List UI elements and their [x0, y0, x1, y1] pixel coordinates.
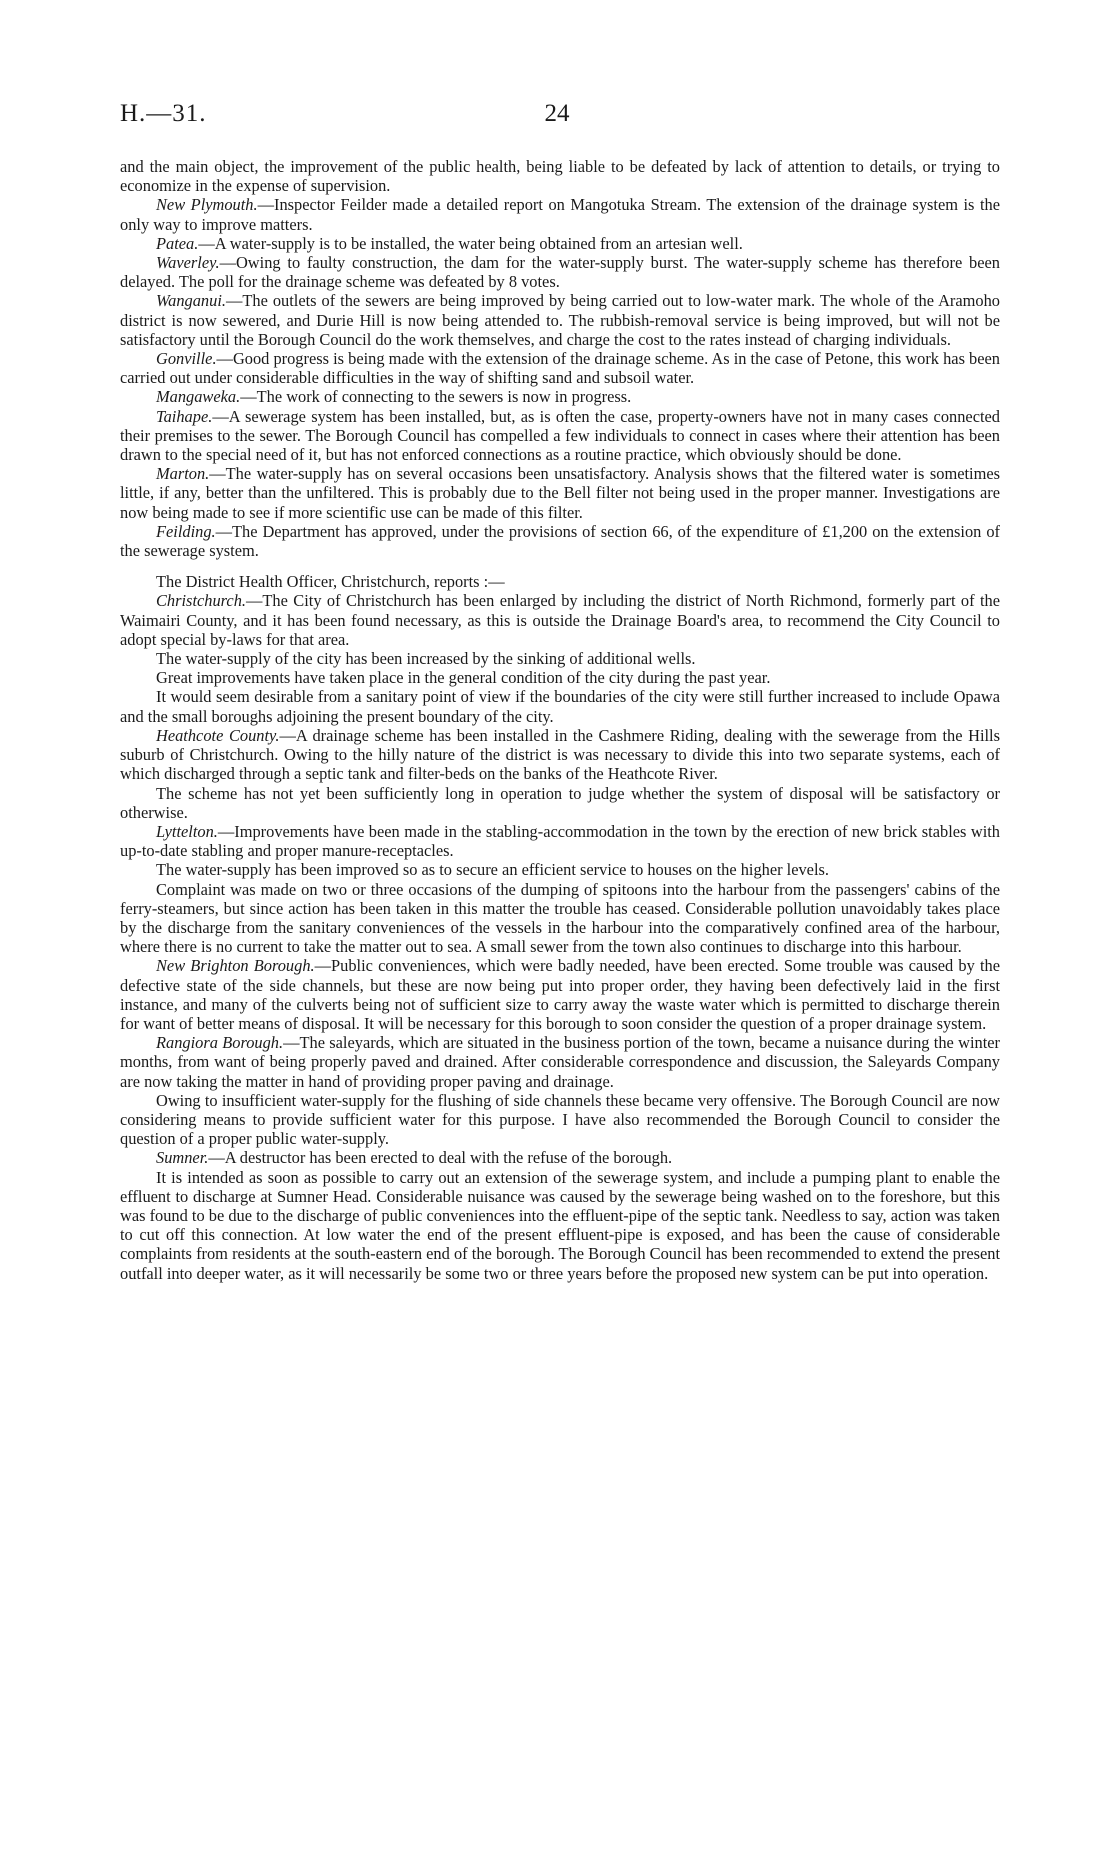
paragraph: [120, 726, 1000, 784]
paragraph: [120, 234, 1000, 253]
paragraph-lead: Feilding.: [156, 521, 216, 541]
paragraph: [120, 572, 1000, 591]
paragraph-text: —Good progress is being made with the extension of the drainage scheme. As in the case of Petone, this work has been carried out under considerable difficulties in the way of shifting sand and subsoil water.: [120, 349, 1000, 388]
paragraph-text: —A sewerage system has been installed, but, as is often the case, property-owners have not in many cases connected their premises to the sewer. The Borough Council has compelled a few individuals to connect in cases where their attention has been drawn to the special need of it, but has not enforced connections as a routine practice, which obviously should be done.: [120, 406, 1000, 465]
paragraph-lead: Marton.: [156, 464, 210, 484]
paragraph-lead: Mangaweka.: [156, 387, 241, 407]
paragraph-lead: Patea.: [156, 233, 199, 253]
paragraph-text: —The outlets of the sewers are being improved by being carried out to low-water mark. The whole of the Aramoho district is now sewered, and Durie Hill is now being attended to. The rubbish-removal service is being improved, but will not be satisfactory until the Borough Council do the work themselves, and charge the cost to the rates instead of charging individuals.: [120, 291, 1000, 349]
paragraph: [120, 464, 1000, 522]
paragraph-text: The District Health Officer, Christchurch, reports :—: [156, 572, 505, 592]
paragraph-text: —A water-supply is to be installed, the water being obtained from an artesian well.: [198, 233, 743, 253]
paragraph-text: It would seem desirable from a sanitary point of view if the boundaries of the city were still further increased to include Opawa and the small boroughs adjoining the present boundary of the city.: [120, 687, 1000, 726]
paragraph-text: —The City of Christchurch has been enlarged by including the district of North Richmond, formerly part of the Waimairi County, and it has been found necessary, as this is outside the Drainage Board's area, to recommend the City Council to adopt special by-laws for that area.: [120, 591, 1000, 649]
paragraph-text: Owing to insufficient water-supply for the flushing of side channels these became very offensive. The Borough Council are now considering means to provide sufficient water for this purpose. I have also recommended the Borough Council to consider the question of a proper public water-supply.: [120, 1090, 1000, 1149]
paragraph-text: —Improvements have been made in the stabling-accommodation in the town by the erection of new brick stables with up-to-date stabling and proper manure-receptacles.: [120, 821, 1000, 861]
paragraph: [120, 822, 1000, 860]
report-body: [120, 157, 1000, 1283]
paragraph: [120, 649, 1000, 668]
paragraph-lead: Christchurch.: [156, 591, 246, 611]
paragraph-text: and the main object, the improvement of the public health, being liable to be defeated by lack of attention to details, or trying to economize in the expense of supervision.: [120, 157, 1000, 196]
paragraph: [120, 253, 1000, 291]
paragraph: [120, 291, 1000, 349]
paragraph-text: The water-supply has been improved so as to secure an efficient service to houses on the higher levels.: [156, 860, 829, 880]
paragraph: [120, 1033, 1000, 1091]
paragraph-text: Complaint was made on two or three occasions of the dumping of spitoons into the harbour from the passengers' cabins of the ferry-steamers, but since action has been taken in this matter the trouble has ceased. Considerable pollution unavoidably takes place by the discharge from the sanitary conveniences of the vessels in the harbour into the comparatively confined area of the harbour, where there is no current to take the matter out to sea. A small sewer from the town also continues to discharge into this harbour.: [120, 879, 1000, 957]
paragraph: [120, 860, 1000, 879]
paragraph: [120, 1168, 1000, 1283]
paragraph: [120, 349, 1000, 387]
paragraph: [120, 1148, 1000, 1167]
paragraph-text: —A destructor has been erected to deal with the refuse of the borough.: [208, 1148, 673, 1168]
paragraph-lead: Lyttelton.: [156, 821, 218, 841]
paragraph-lead: New Plymouth.: [156, 195, 258, 215]
paragraph: [120, 157, 1000, 195]
paragraph-text: —Owing to faulty construction, the dam for the water-supply burst. The water-supply scheme has therefore been delayed. The poll for the drainage scheme was defeated by 8 votes.: [120, 253, 1000, 292]
page-header: [120, 100, 994, 134]
paragraph: [120, 956, 1000, 1033]
paragraph-text: —The water-supply has on several occasions been unsatisfactory. Analysis shows that the filtered water is sometimes little, if any, better than the unfiltered. This is probably due to the Bell filter not being used in the proper manner. Investigations are now being made to see if more scientific use can be made of this filter.: [120, 464, 1000, 522]
paragraph-text: —Public conveniences, which were badly needed, have been erected. Some trouble was caused by the defective state of the side channels, but these are now being put into proper order, they having been defectively laid in the first instance, and many of the culverts being not of sufficient size to carry away the waste water which is permitted to discharge therein for want of better means of disposal. It will be necessary for this borough to soon consider the question of a proper drainage system.: [120, 956, 1000, 1033]
paragraph: [120, 522, 1000, 560]
paragraph: [120, 407, 1000, 465]
document-reference: H.—31.: [120, 100, 207, 127]
paragraph-text: —The saleyards, which are situated in the business portion of the town, became a nuisance during the winter months, from want of being properly paved and drained. After considerable correspondence and discussion, the Saleyards Company are now taking the matter in hand of providing proper paving and drainage.: [120, 1033, 1000, 1091]
paragraph-text: —Inspector Feilder made a detailed report on Mangotuka Stream. The extension of the drainage system is the only way to improve matters.: [120, 195, 1001, 234]
paragraph-lead: Sumner.: [156, 1148, 209, 1168]
paragraph: [120, 591, 1000, 649]
paragraph-text: It is intended as soon as possible to carry out an extension of the sewerage system, and include a pumping plant to enable the effluent to discharge at Sumner Head. Considerable nuisance was caused by the sewerage being washed on to the foreshore, but this was found to be due to the discharge of public conveniences into the effluent-pipe of the septic tank. Needless to say, action was taken to cut off this connection. At low water the end of the present effluent-pipe is exposed, and has been the cause of considerable complaints from residents at the south-eastern end of the borough. The Borough Council has been recommended to extend the present outfall into deeper water, as it will necessarily be some two or three years before the proposed new system can be put into operation.: [120, 1167, 1000, 1283]
paragraph: [120, 1091, 1000, 1149]
paragraph-text: Great improvements have taken place in the general condition of the city during the past year.: [156, 668, 771, 688]
paragraph-lead: Taihape.: [156, 406, 213, 426]
paragraph-lead: Waverley.: [156, 253, 220, 273]
paragraph-text: The water-supply of the city has been increased by the sinking of additional wells.: [156, 649, 696, 669]
paragraph-lead: Wanganui.: [156, 291, 226, 311]
paragraph: [120, 387, 1000, 406]
paragraph-text: —The Department has approved, under the provisions of section 66, of the expenditure of £1,200 on the extension of the sewerage system.: [120, 521, 1000, 561]
paragraph-text: —The work of connecting to the sewers is now in progress.: [240, 387, 632, 407]
page-number: 24: [544, 100, 570, 127]
paragraph: [120, 195, 1000, 233]
paragraph: [120, 668, 1000, 687]
paragraph-text: —A drainage scheme has been installed in the Cashmere Riding, dealing with the sewerage from the Hills suburb of Christchurch. Owing to the hilly nature of the district is was necessary to divide this into two separate systems, each of which discharged through a septic tank and filter-beds on the banks of the Heathcote River.: [120, 725, 1000, 784]
paragraph: [120, 687, 1000, 725]
paragraph-text: The scheme has not yet been sufficiently long in operation to judge whether the system of disposal will be satisfactory or otherwise.: [120, 783, 1000, 822]
paragraph: [120, 784, 1000, 822]
paragraph: [120, 880, 1000, 957]
paragraph-lead: Gonville.: [156, 349, 217, 369]
paragraph-lead: New Brighton Borough.: [156, 956, 315, 976]
paragraph-lead: Heathcote County.: [156, 725, 280, 745]
paragraph-lead: Rangiora Borough.: [156, 1033, 284, 1053]
